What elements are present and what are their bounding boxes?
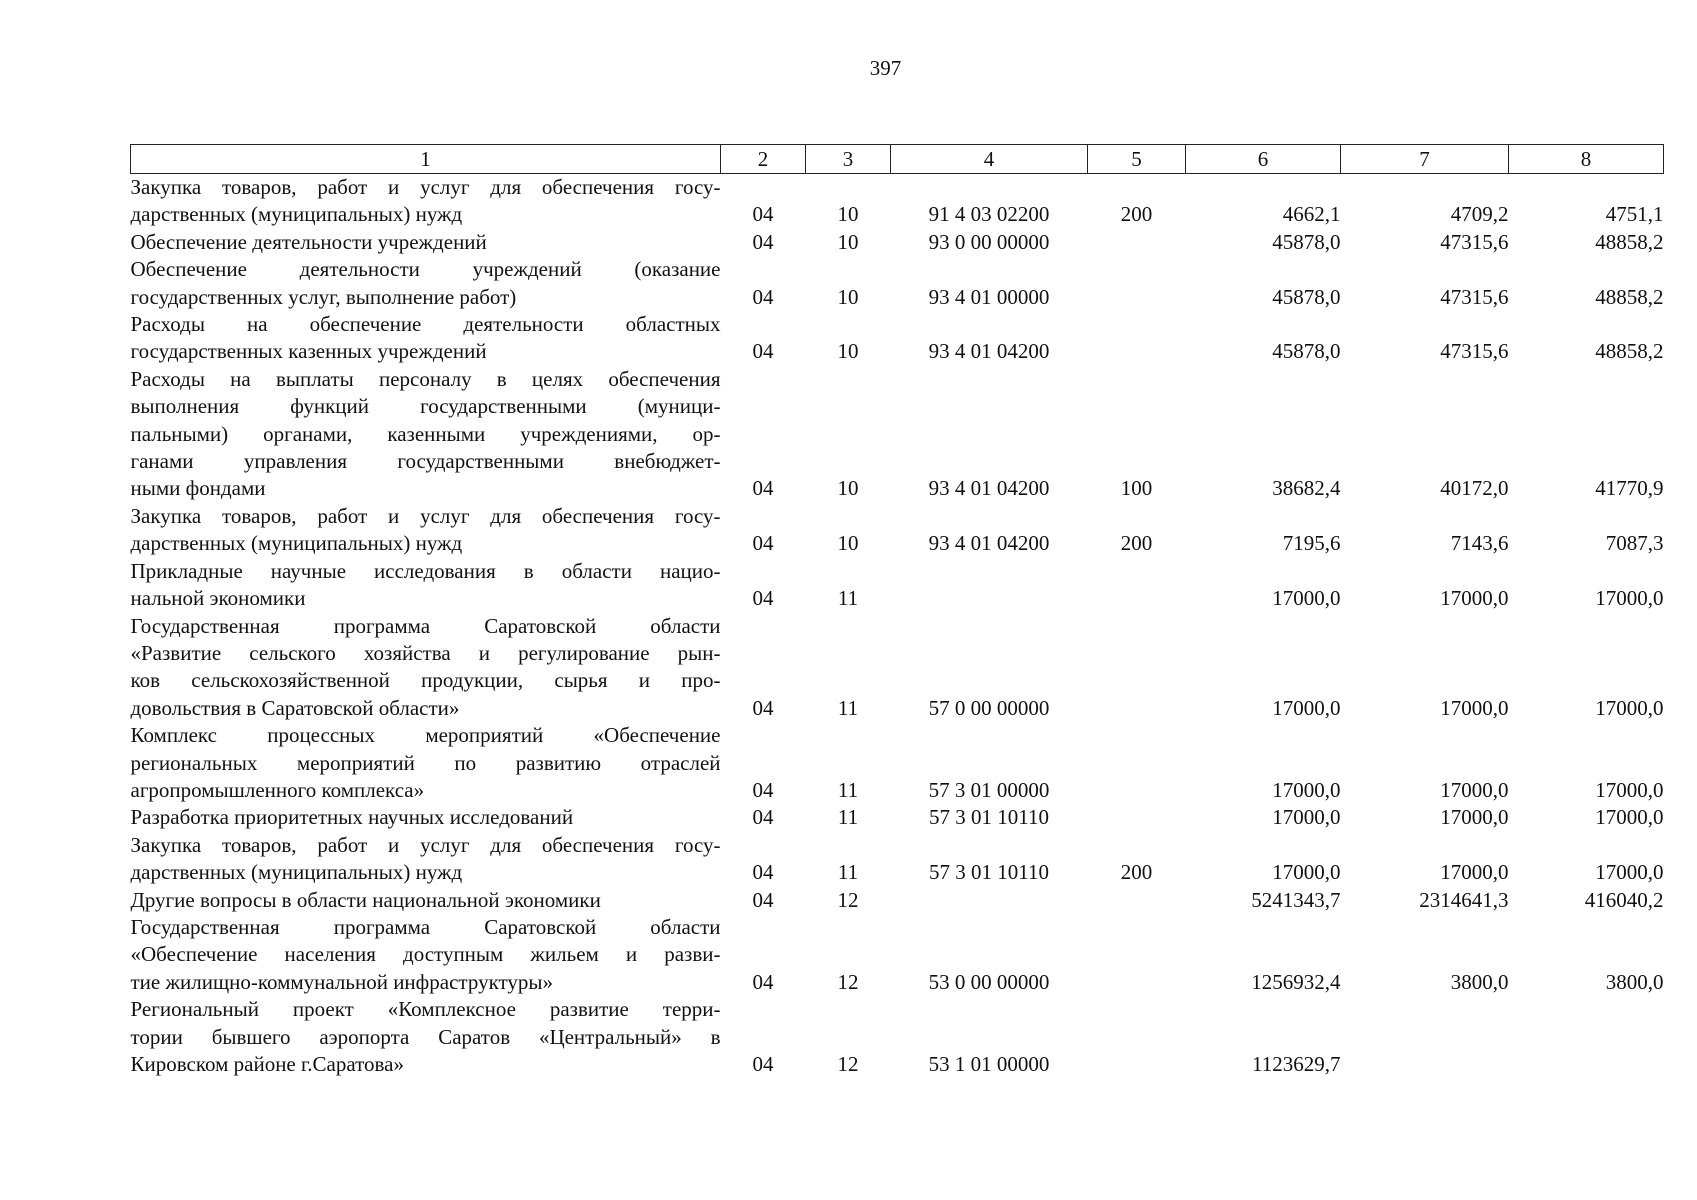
amount-col-7: 17000,0 (1440, 805, 1509, 830)
section-code: 04 (752, 887, 774, 912)
subsection-code: 11 (837, 586, 859, 611)
amount-col-7: 2314641,3 (1419, 887, 1509, 912)
amount-col-6: 17000,0 (1272, 695, 1341, 720)
target-article-code: 93 4 01 04200 (928, 339, 1050, 364)
amount-col-7: 17000,0 (1440, 777, 1509, 802)
description-line: Обеспечение деятельности учреждений (130, 229, 487, 254)
amount-col-7: 17000,0 (1440, 695, 1509, 720)
table-header-row (131, 145, 1664, 174)
row-description (131, 174, 721, 229)
amount-col-7: 17000,0 (1440, 860, 1509, 885)
expense-type-code (1088, 613, 1186, 723)
subsection-code: 10 (837, 202, 859, 227)
section-code: 04 (752, 339, 774, 364)
section-code: 04 (752, 695, 774, 720)
section-code: 04 (752, 202, 774, 227)
amount-col-8: 17000,0 (1595, 805, 1664, 830)
amount-col-7: 3800,0 (1450, 969, 1509, 994)
description-line: Прикладные научные исследования в области нацио- (130, 558, 721, 583)
target-article-code: 57 3 01 10110 (929, 860, 1049, 885)
description-line: ганами управления государственными внебюджет- (130, 449, 721, 474)
table-row (131, 503, 1664, 558)
amount-col-8: 48858,2 (1595, 339, 1664, 364)
table-row (131, 558, 1664, 613)
table-row (131, 832, 1664, 887)
target-article-code: 93 0 00 00000 (928, 229, 1050, 254)
description-line: «Обеспечение населения доступным жильем и разви- (130, 942, 721, 967)
description-line: нальной экономики (130, 586, 306, 611)
amount-col-8 (1509, 996, 1664, 1078)
description-line: Государственная программа Саратовской области (130, 613, 721, 638)
table-row (131, 804, 1664, 831)
description-line: Закупка товаров, работ и услуг для обеспечения госу- (130, 175, 721, 199)
subsection-code: 10 (837, 339, 859, 364)
description-line: пальными) органами, казенными учреждениями, ор- (130, 421, 721, 446)
subsection-code: 11 (837, 695, 859, 720)
target-article-code (891, 558, 1088, 613)
section-code: 04 (752, 531, 774, 556)
expense-type-code (1088, 558, 1186, 613)
row-description (131, 311, 721, 366)
subsection-code: 11 (837, 777, 859, 802)
column-header-8: 8 (1509, 145, 1664, 174)
amount-col-6: 45878,0 (1272, 284, 1341, 309)
section-code: 04 (752, 777, 774, 802)
amount-col-8: 17000,0 (1595, 695, 1664, 720)
description-line: дарственных (муниципальных) нужд (130, 860, 463, 885)
expense-type-code (1088, 256, 1186, 311)
amount-col-6: 17000,0 (1272, 860, 1341, 885)
row-description (131, 256, 721, 311)
amount-col-8: 7087,3 (1605, 531, 1664, 556)
amount-col-7: 47315,6 (1440, 229, 1509, 254)
table-body (131, 174, 1664, 1079)
expense-type-code: 200 (1120, 531, 1153, 556)
amount-col-6: 7195,6 (1282, 531, 1341, 556)
subsection-code: 10 (837, 284, 859, 309)
description-line: государственных услуг, выполнение работ) (130, 284, 517, 309)
amount-col-6: 17000,0 (1272, 777, 1341, 802)
description-line: выполнения функций государственными (муници- (130, 394, 721, 419)
table-row (131, 887, 1664, 914)
column-header-4: 4 (891, 145, 1088, 174)
column-header-1: 1 (131, 145, 721, 174)
description-line: Расходы на обеспечение деятельности областных (130, 312, 721, 337)
description-line: Закупка товаров, работ и услуг для обеспечения госу- (130, 832, 721, 857)
amount-col-8: 416040,2 (1584, 887, 1664, 912)
budget-table (130, 144, 1664, 1078)
table-row (131, 996, 1664, 1078)
section-code: 04 (752, 284, 774, 309)
section-code: 04 (752, 969, 774, 994)
target-article-code: 57 3 01 00000 (928, 777, 1050, 802)
expense-type-code: 200 (1120, 202, 1153, 227)
description-line: агропромышленного комплекса» (130, 777, 425, 802)
column-header-5: 5 (1088, 145, 1186, 174)
description-line: «Развитие сельского хозяйства и регулирование рын- (130, 640, 721, 665)
description-line: ными фондами (130, 476, 266, 501)
description-line: Обеспечение деятельности учреждений (оказание (130, 257, 721, 282)
table-row (131, 722, 1664, 804)
amount-col-6: 45878,0 (1272, 339, 1341, 364)
target-article-code: 93 4 01 04200 (928, 531, 1050, 556)
description-line: государственных казенных учреждений (130, 339, 487, 364)
description-line: дарственных (муниципальных) нужд (130, 202, 463, 227)
description-line: Закупка товаров, работ и услуг для обеспечения госу- (130, 503, 721, 528)
amount-col-8: 41770,9 (1595, 476, 1664, 501)
expense-type-code (1088, 311, 1186, 366)
target-article-code: 57 3 01 10110 (929, 805, 1049, 830)
section-code: 04 (752, 586, 774, 611)
row-description (131, 558, 721, 613)
row-description (131, 366, 721, 503)
table-row (131, 311, 1664, 366)
amount-col-8: 3800,0 (1605, 969, 1664, 994)
amount-col-7: 40172,0 (1440, 476, 1509, 501)
description-line: Кировском районе г.Саратова» (130, 1052, 404, 1076)
section-code: 04 (752, 1052, 774, 1076)
amount-col-8: 4751,1 (1605, 202, 1664, 227)
description-line: Другие вопросы в области национальной экономики (130, 887, 601, 912)
table-row (131, 613, 1664, 723)
description-line: региональных мероприятий по развитию отраслей (130, 750, 721, 775)
amount-col-7: 7143,6 (1450, 531, 1509, 556)
description-line: дарственных (муниципальных) нужд (130, 531, 463, 556)
amount-col-6: 1256932,4 (1251, 969, 1341, 994)
column-header-6: 6 (1186, 145, 1341, 174)
description-line: Региональный проект «Комплексное развитие терри- (130, 997, 721, 1022)
target-article-code: 93 4 01 00000 (928, 284, 1050, 309)
amount-col-7 (1341, 996, 1509, 1078)
target-article-code: 53 1 01 00000 (928, 1052, 1050, 1076)
column-header-3: 3 (806, 145, 891, 174)
description-line: Государственная программа Саратовской области (130, 914, 721, 939)
expense-type-code (1088, 229, 1186, 256)
description-line: Разработка приоритетных научных исследований (130, 805, 574, 830)
row-description (131, 914, 721, 996)
table-row (131, 366, 1664, 503)
description-line: тие жилищно-коммунальной инфраструктуры» (130, 969, 554, 994)
amount-col-6: 4662,1 (1282, 202, 1341, 227)
section-code: 04 (752, 860, 774, 885)
section-code: 04 (752, 805, 774, 830)
expense-type-code (1088, 804, 1186, 831)
description-line: довольствия в Саратовской области» (130, 695, 460, 720)
row-description (131, 996, 721, 1078)
row-description (131, 613, 721, 723)
column-header-7: 7 (1341, 145, 1509, 174)
row-description (131, 503, 721, 558)
amount-col-6: 45878,0 (1272, 229, 1341, 254)
amount-col-8: 17000,0 (1595, 777, 1664, 802)
subsection-code: 11 (837, 860, 859, 885)
amount-col-8: 17000,0 (1595, 586, 1664, 611)
amount-col-7: 47315,6 (1440, 284, 1509, 309)
amount-col-7: 4709,2 (1450, 202, 1509, 227)
amount-col-8: 48858,2 (1595, 229, 1664, 254)
expense-type-code (1088, 914, 1186, 996)
table-row (131, 256, 1664, 311)
section-code: 04 (752, 476, 774, 501)
row-description (131, 804, 721, 831)
amount-col-8: 48858,2 (1595, 284, 1664, 309)
section-code: 04 (752, 229, 774, 254)
subsection-code: 12 (837, 1052, 859, 1076)
description-line: Расходы на выплаты персоналу в целях обеспечения (130, 366, 721, 391)
amount-col-6: 17000,0 (1272, 586, 1341, 611)
subsection-code: 10 (837, 229, 859, 254)
expense-type-code: 100 (1120, 476, 1153, 501)
expense-type-code (1088, 996, 1186, 1078)
subsection-code: 10 (837, 476, 859, 501)
amount-col-6: 17000,0 (1272, 805, 1341, 830)
target-article-code: 57 0 00 00000 (928, 695, 1050, 720)
amount-col-6: 38682,4 (1272, 476, 1341, 501)
subsection-code: 12 (837, 887, 859, 912)
table-row (131, 229, 1664, 256)
subsection-code: 12 (837, 969, 859, 994)
row-description (131, 887, 721, 914)
table-row (131, 174, 1664, 229)
subsection-code: 11 (837, 805, 859, 830)
expense-type-code: 200 (1120, 860, 1153, 885)
amount-col-6: 1123629,7 (1252, 1052, 1341, 1076)
row-description (131, 229, 721, 256)
expense-type-code (1088, 887, 1186, 914)
description-line: Комплекс процессных мероприятий «Обеспечение (130, 723, 721, 748)
amount-col-8: 17000,0 (1595, 860, 1664, 885)
amount-col-7: 47315,6 (1440, 339, 1509, 364)
amount-col-7: 17000,0 (1440, 586, 1509, 611)
subsection-code: 10 (837, 531, 859, 556)
table-row (131, 914, 1664, 996)
column-header-2: 2 (721, 145, 806, 174)
target-article-code (891, 887, 1088, 914)
expense-type-code (1088, 722, 1186, 804)
amount-col-6: 5241343,7 (1251, 887, 1341, 912)
description-line: тории бывшего аэропорта Саратов «Центральный» в (130, 1024, 721, 1049)
description-line: ков сельскохозяйственной продукции, сырья и про- (130, 668, 721, 693)
page-number: 397 (869, 56, 902, 80)
row-description (131, 832, 721, 887)
target-article-code: 53 0 00 00000 (928, 969, 1050, 994)
target-article-code: 91 4 03 02200 (928, 202, 1050, 227)
target-article-code: 93 4 01 04200 (928, 476, 1050, 501)
row-description (131, 722, 721, 804)
